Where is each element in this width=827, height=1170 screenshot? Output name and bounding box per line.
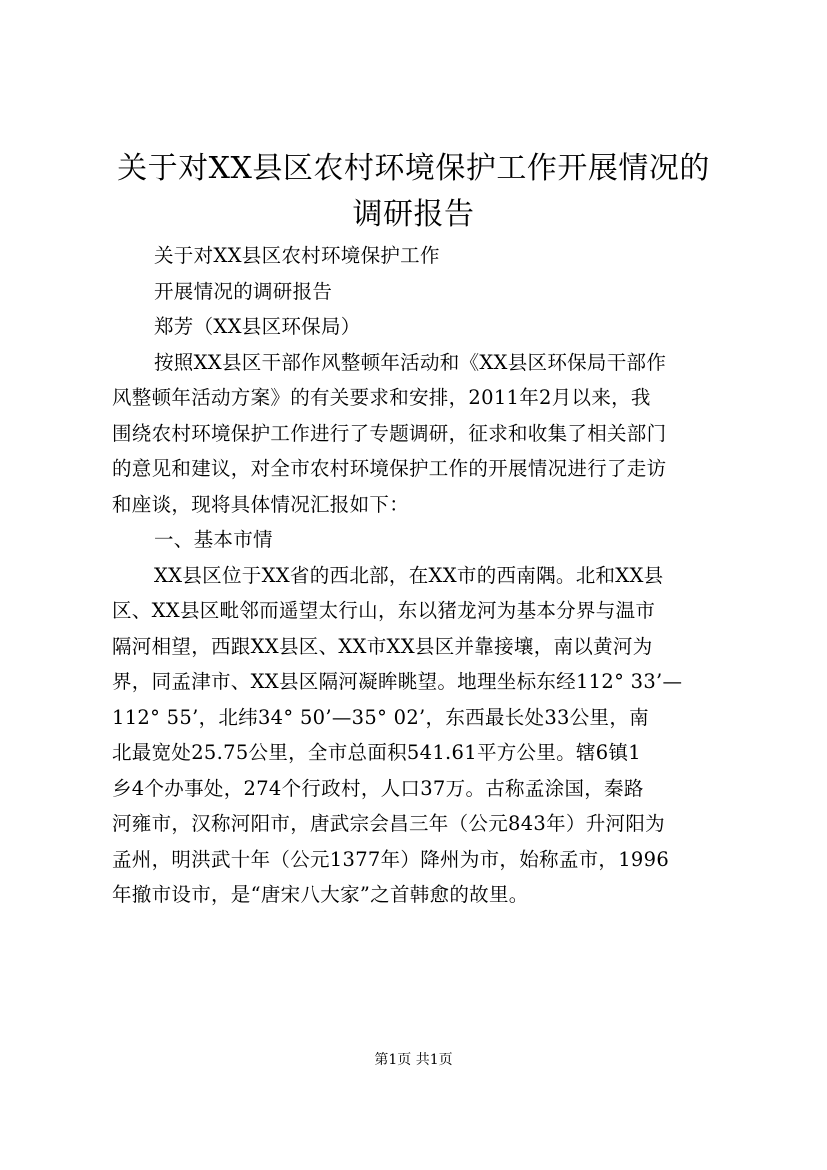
paragraph-line: 112° 55’，北纬34° 50’—35° 02’，东西最长处33公里，南 [112,705,649,729]
subtitle-line-2: 开展情况的调研报告 [154,279,333,303]
paragraph-line: 隔河相望，西跟XX县区、XX市XX县区并靠接壤，南以黄河为 [112,634,653,658]
paragraph-line: 年撤市设市，是“唐宋八大家”之首韩愈的故里。 [112,883,529,906]
document-body [112,238,722,913]
subtitle-line-1: 关于对XX县区农村环境保护工作 [154,244,440,267]
author-line: 郑芳（XX县区环保局） [154,315,361,338]
paragraph-line: 乡4个办事处，274个行政村，人口37万。古称孟涂国，秦路 [112,776,644,800]
paragraph-line: 区、XX县区毗邻而遥望太行山，东以猪龙河为基本分界与温市 [112,599,656,622]
paragraph-line: 孟州，明洪武十年（公元1377年）降州为市，始称孟市，1996 [112,847,670,871]
title-line-2: 调研报告 [352,197,475,232]
paragraph-line: 的意见和建议，对全市农村环境保护工作的开展情况进行了走访 [112,457,667,480]
paragraph-line: 围绕农村环境保护工作进行了专题调研，征求和收集了相关部门 [112,421,667,445]
paragraph-line: 界，同孟津市、XX县区隔河凝眸眺望。地理坐标东经112° 33’— [112,670,683,693]
page-footer: 第1页 共1页 [374,1052,453,1068]
paragraph-line: 风整顿年活动方案》的有关要求和安排，2011年2月以来，我 [112,386,651,409]
title-line-1: 关于对XX县区农村环境保护工作开展情况的 [117,151,710,186]
paragraph-line: 河雍市，汉称河阳市，唐武宗会昌三年（公元843年）升河阳为 [112,812,665,835]
section-heading: 一、基本市情 [154,528,273,551]
paragraph-line: 和座谈，现将具体情况汇报如下： [112,492,410,516]
document-title [90,146,737,238]
paragraph-line: XX县区位于XX省的西北部，在XX市的西南隅。北和XX县 [154,563,664,587]
paragraph-line: 北最宽处25.75公里，全市总面积541.61平方公里。辖6镇1 [112,741,641,764]
paragraph-line: 按照XX县区干部作风整顿年活动和《XX县区环保局干部作 [154,350,667,374]
